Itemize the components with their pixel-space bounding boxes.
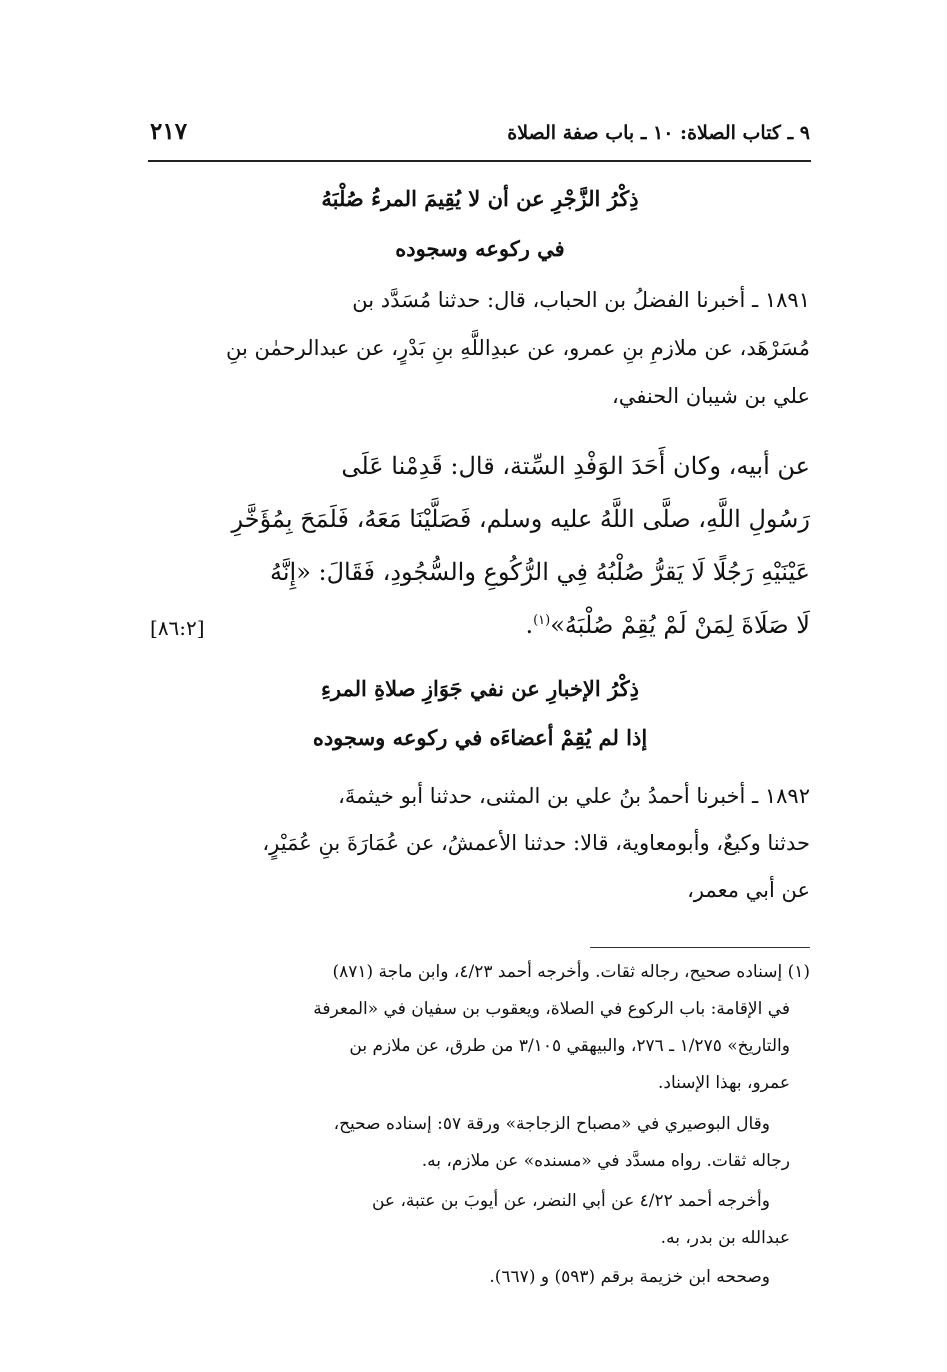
footnote-marker[interactable]: (١) [533, 613, 551, 628]
text-line: رَسُولِ اللَّهِ، صلَّى اللَّهُ عليه وسلم، فَصَلَّيْنَا مَعَهُ، فَلَمَحَ بِمُؤَخَّرِ [231, 505, 810, 533]
text-line: عَيْنَيْهِ رَجُلًا لَا يَقرُّ صُلْبُهُ فِي الرُّكُوعِ والسُّجُودِ، فَقَالَ: «إِنَّهُ [270, 558, 810, 586]
footnote-line: والتاريخ» ١/٢٧٥ ـ ٢٧٦، والبيهقي ٣/١٠٥ من طرق، عن ملازم بن [349, 1036, 790, 1056]
footnote-line: وأخرجه أحمد ٤/٢٢ عن أبي النضر، عن أيوبَ بن عتبة، عن [371, 1191, 770, 1211]
page-number: ٢١٧ [150, 118, 188, 145]
footnotes [150, 962, 810, 1302]
section-heading-2a: ذِكْرُ الإخبارِ عن نفي جَوَازِ صلاةِ المرءِ [321, 676, 639, 701]
hadith-1891-matn [150, 452, 810, 662]
text-line [525, 611, 810, 639]
footnote-separator [590, 947, 810, 948]
hadith-1891-isnad [150, 288, 810, 428]
footnote-line: عمرو، بهذا الإسناد. [657, 1073, 790, 1093]
hadith-reference: [٨٦:٢] [150, 616, 205, 640]
footnote-line: (١) إسناده صحيح، رجاله ثقات. وأخرجه أحمد ٤/٢٣، وابن ماجة (٨٧١) [332, 962, 810, 982]
text-line: ١٨٩١ ـ أخبرنا الفضلُ بن الحباب، قال: حدثنا مُسَدَّد بن [352, 288, 810, 312]
text-line: علي بن شيبان الحنفي، [612, 384, 810, 408]
section-heading-1b: في ركوعه وسجوده [395, 236, 565, 261]
header-rule [148, 160, 811, 162]
section-heading-2b: إذا لم يُقِمْ أعضاءَه في ركوعه وسجوده [312, 725, 648, 750]
footnote-line: وصححه ابن خزيمة برقم (٥٩٣) و (٦٦٧). [489, 1267, 770, 1287]
text-line: عن أبي معمر، [687, 878, 810, 902]
text-line: مُسَرْهَد، عن ملازمِ بنِ عمرو، عن عبدِاللَّهِ بنِ بَدْرٍ، عن عبدالرحمٰن بنِ [226, 336, 810, 360]
text-line: حدثنا وكيعٌ، وأبومعاوية، قالا: حدثنا الأعمشُ، عن عُمَارَةَ بنِ عُمَيْرٍ، [262, 831, 810, 855]
text-line: عن أبيه، وكان أَحَدَ الوَفْدِ السِّتة، قال: قَدِمْنا عَلَى [341, 452, 810, 480]
running-title: ٩ ـ كتاب الصلاة: ١٠ ـ باب صفة الصلاة [507, 122, 810, 144]
footnote-line: وقال البوصيري في «مصباح الزجاجة» ورقة ٥٧: إسناده صحيح، [333, 1114, 770, 1134]
footnote-line: عبدالله بن بدر، به. [660, 1228, 790, 1248]
page-header [150, 118, 810, 158]
footnote-line: في الإقامة: باب الركوع في الصلاة، ويعقوب بن سفيان في «المعرفة [313, 999, 790, 1019]
footnote-line: رجاله ثقات. رواه مسدَّد في «مسنده» عن ملازم، به. [421, 1151, 790, 1171]
section-heading-1a: ذِكْرُ الزَّجْرِ عن أن لا يُقِيمَ المرءُ صُلْبَهُ [321, 186, 639, 211]
hadith-1892 [150, 784, 810, 924]
matn-end: . [525, 611, 534, 639]
matn-last-text: لَا صَلَاةَ لِمَنْ لَمْ يُقِمْ صُلْبَهُ» [550, 611, 810, 639]
text-line: ١٨٩٢ ـ أخبرنا أحمدُ بنُ علي بن المثنى، حدثنا أبو خيثمةَ، [338, 784, 810, 808]
